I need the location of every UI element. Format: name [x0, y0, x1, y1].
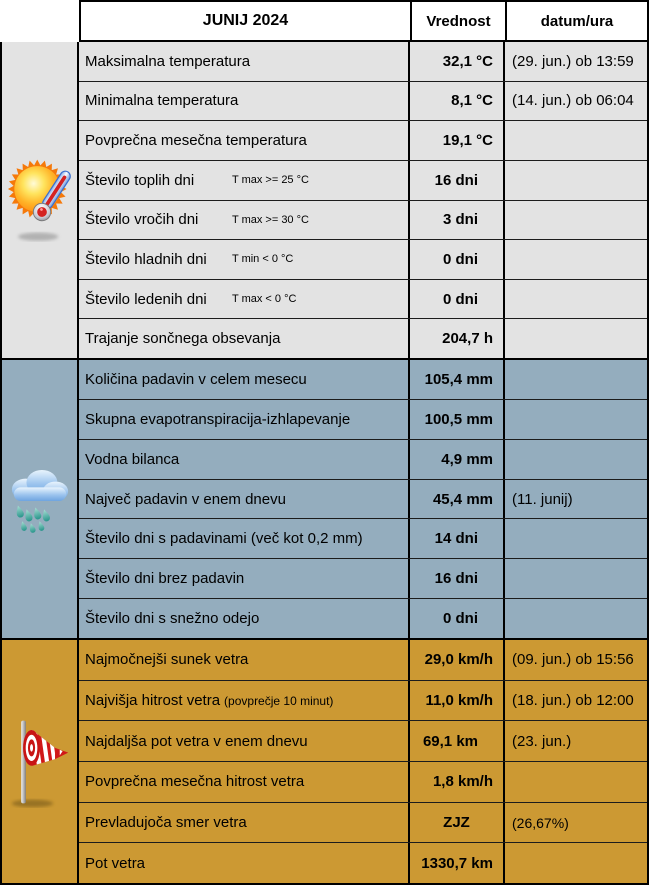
rain-cloud-icon — [2, 360, 79, 638]
row-value: 100,5 mm — [408, 400, 503, 439]
row-date: (29. jun.) ob 13:59 — [503, 42, 647, 81]
table-header-row — [0, 0, 649, 42]
row-value: 4,9 mm — [408, 440, 503, 479]
row-value: 11,0 km/h — [408, 681, 503, 721]
row-value: 32,1 °C — [408, 42, 503, 81]
table-row — [79, 400, 647, 440]
row-label: Število vročih dni T max >= 30 °C — [85, 211, 309, 229]
row-value: 0 dni — [408, 240, 503, 279]
windsock-icon — [2, 640, 79, 883]
row-date — [503, 762, 647, 802]
row-label: Vodna bilanca — [85, 450, 180, 468]
row-date — [503, 201, 647, 240]
row-value: 0 dni — [408, 599, 503, 638]
row-sublabel: T max >= 30 °C — [232, 213, 309, 226]
row-label: Število ledenih dni T max < 0 °C — [85, 290, 297, 308]
row-date — [503, 559, 647, 598]
row-date — [503, 400, 647, 439]
table-row — [79, 360, 647, 400]
precipitation-rows — [79, 360, 647, 638]
table-row — [79, 440, 647, 480]
row-value: 14 dni — [408, 519, 503, 558]
row-value: 19,1 °C — [408, 121, 503, 160]
table-row — [79, 640, 647, 681]
row-sublabel: T max >= 25 °C — [232, 174, 309, 187]
row-label: Število dni s padavinami (več kot 0,2 mm) — [85, 530, 363, 548]
table-row — [79, 681, 647, 722]
row-label: Maksimalna temperatura — [85, 52, 251, 70]
row-value: 1,8 km/h — [408, 762, 503, 802]
temperature-section — [0, 42, 649, 360]
table-row — [79, 42, 647, 82]
row-date: (11. junij) — [503, 480, 647, 519]
row-value: 29,0 km/h — [408, 640, 503, 680]
table-row — [79, 519, 647, 559]
temperature-rows — [79, 42, 647, 358]
row-date — [503, 843, 647, 883]
row-date: (23. jun.) — [503, 721, 647, 761]
row-label: Najdaljša pot vetra v enem dnevu — [85, 732, 308, 750]
row-label: Minimalna temperatura — [85, 92, 239, 110]
row-value: 1330,7 km — [408, 843, 503, 883]
row-date — [503, 280, 647, 319]
row-date — [503, 519, 647, 558]
table-row — [79, 721, 647, 762]
row-label: Število hladnih dni T min < 0 °C — [85, 250, 294, 268]
table-row — [79, 843, 647, 883]
row-value: 8,1 °C — [408, 82, 503, 121]
row-label: Skupna evapotranspiracija-izhlapevanje — [85, 410, 351, 428]
row-sublabel: T min < 0 °C — [232, 253, 294, 266]
row-sublabel: (povprečje 10 minut) — [224, 693, 334, 708]
row-label: Največ padavin v enem dnevu — [85, 490, 286, 508]
table-row — [79, 121, 647, 161]
header-spacer — [0, 0, 79, 42]
sun-thermometer-icon — [2, 42, 79, 358]
row-value: 3 dni — [408, 201, 503, 240]
row-date: (26,67%) — [503, 803, 647, 843]
table-row — [79, 240, 647, 280]
row-date — [503, 121, 647, 160]
row-label: Število dni brez padavin — [85, 570, 245, 588]
row-date: (14. jun.) ob 06:04 — [503, 82, 647, 121]
value-column-header: Vrednost — [410, 0, 505, 42]
row-label: Najvišja hitrost vetra (povprečje 10 minut) — [85, 692, 334, 709]
table-row — [79, 82, 647, 122]
row-value: 69,1 km — [408, 721, 503, 761]
row-date — [503, 240, 647, 279]
row-date: (18. jun.) ob 12:00 — [503, 681, 647, 721]
row-date — [503, 440, 647, 479]
table-row — [79, 559, 647, 599]
table-row — [79, 762, 647, 803]
row-label: Pot vetra — [85, 854, 146, 872]
row-sublabel: T max < 0 °C — [232, 293, 297, 306]
row-date — [503, 599, 647, 638]
table-row — [79, 280, 647, 320]
date-column-header: datum/ura — [505, 0, 649, 42]
row-label: Število dni s snežno odejo — [85, 610, 260, 628]
row-label: Najmočnejši sunek vetra — [85, 651, 249, 669]
row-value: 16 dni — [408, 161, 503, 200]
table-row — [79, 599, 647, 638]
row-value: 105,4 mm — [408, 360, 503, 399]
row-date — [503, 161, 647, 200]
row-value: 16 dni — [408, 559, 503, 598]
row-value: 204,7 h — [408, 319, 503, 358]
wind-rows — [79, 640, 647, 883]
table-row — [79, 480, 647, 520]
precipitation-section — [0, 360, 649, 640]
table-row — [79, 201, 647, 241]
row-label: Število toplih dni T max >= 25 °C — [85, 171, 309, 189]
wind-section — [0, 640, 649, 885]
row-date: (09. jun.) ob 15:56 — [503, 640, 647, 680]
row-date — [503, 319, 647, 358]
table-row — [79, 319, 647, 358]
table-row — [79, 161, 647, 201]
row-label: Prevladujoča smer vetra — [85, 814, 247, 832]
row-date — [503, 360, 647, 399]
row-label: Povprečna mesečna temperatura — [85, 132, 307, 150]
row-label: Trajanje sončnega obsevanja — [85, 330, 281, 348]
row-label: Povprečna mesečna hitrost vetra — [85, 773, 305, 791]
row-value: 0 dni — [408, 280, 503, 319]
row-value: 45,4 mm — [408, 480, 503, 519]
row-label: Količina padavin v celem mesecu — [85, 370, 307, 388]
month-title: JUNIJ 2024 — [79, 0, 410, 42]
table-row — [79, 803, 647, 844]
row-value: ZJZ — [408, 803, 503, 843]
